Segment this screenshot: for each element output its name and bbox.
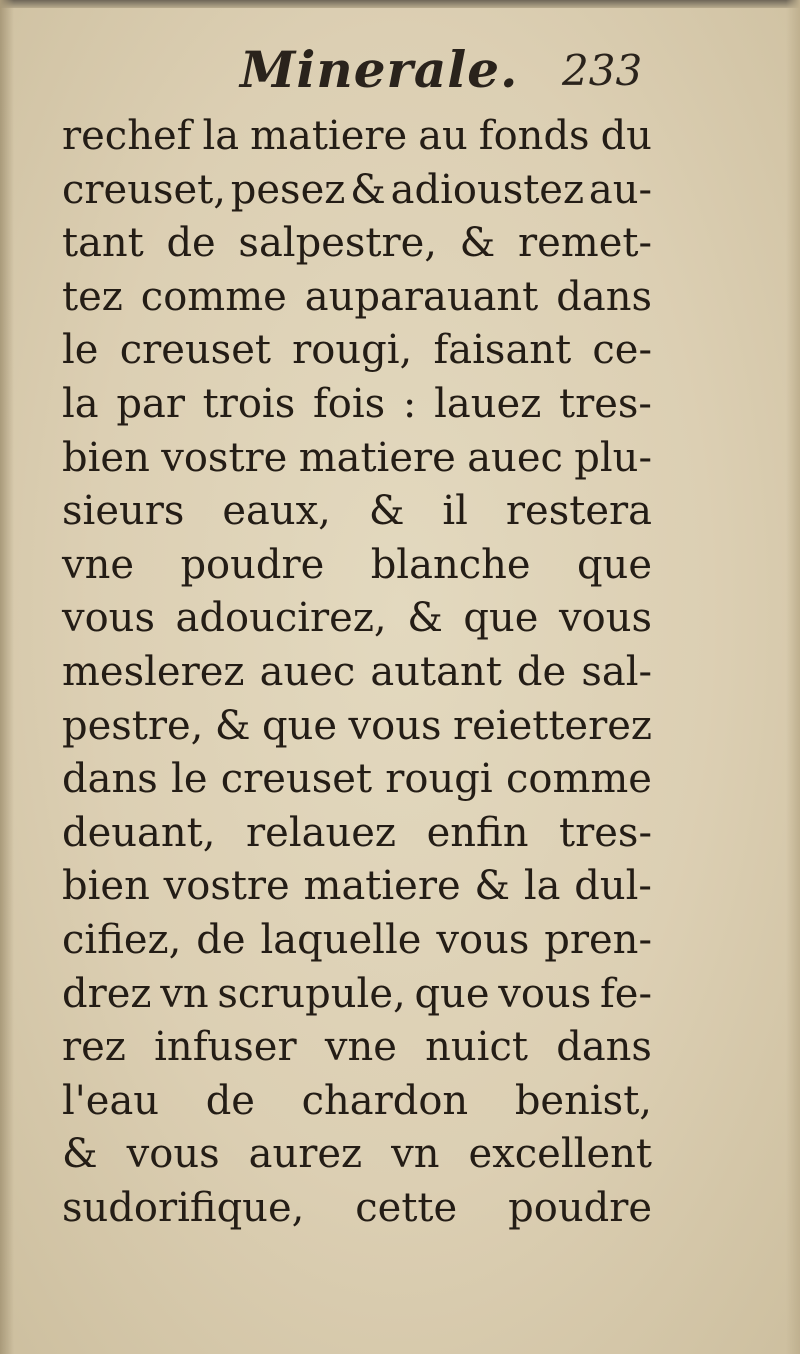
text-line: rechef la matiere au fonds du bbox=[62, 113, 652, 159]
page-right-shadow bbox=[786, 0, 800, 1354]
text-line: bien vostre matiere auec plu- bbox=[62, 434, 652, 481]
page-header bbox=[0, 40, 800, 110]
text-line: dans le creuset rougi comme bbox=[62, 756, 652, 803]
text-line: la par trois fois : lauez tres- bbox=[62, 380, 652, 427]
text-line: & vous aurez vn excellent bbox=[62, 1131, 652, 1178]
body-text bbox=[62, 110, 652, 1235]
page-number: 233 bbox=[562, 46, 643, 95]
text-line: vous adoucirez, & que vous bbox=[62, 595, 652, 642]
text-line: l'eau de chardon benist, bbox=[62, 1077, 652, 1124]
text-line: rez infuser vne nuict dans bbox=[62, 1024, 652, 1071]
text-line: drez vn scrupule, que vous fe- bbox=[62, 970, 652, 1017]
text-line: vne poudre blanche que bbox=[62, 541, 652, 588]
text-line: meslerez auec autant de sal- bbox=[62, 648, 652, 695]
text-line: le creuset rougi, faisant ce- bbox=[62, 327, 652, 374]
page-left-shadow bbox=[0, 0, 14, 1354]
text-line: tez comme auparauant dans bbox=[62, 273, 652, 320]
text-line: tant de salpestre, & remet- bbox=[62, 220, 652, 267]
text-line: sieurs eaux, & il restera bbox=[62, 488, 652, 535]
text-line: creuset, pesez & adioustez au- bbox=[62, 166, 652, 213]
running-title: Minerale. bbox=[240, 40, 519, 99]
text-line: pestre, & que vous reietterez bbox=[62, 702, 652, 749]
text-line: sudorifique, cette poudre bbox=[62, 1184, 652, 1231]
text-line: deuant, relauez enfin tres- bbox=[62, 809, 652, 856]
text-line: bien vostre matiere & la dul- bbox=[62, 863, 652, 910]
text-line: cifiez, de laquelle vous pren- bbox=[62, 916, 652, 963]
page-top-edge bbox=[0, 0, 800, 8]
